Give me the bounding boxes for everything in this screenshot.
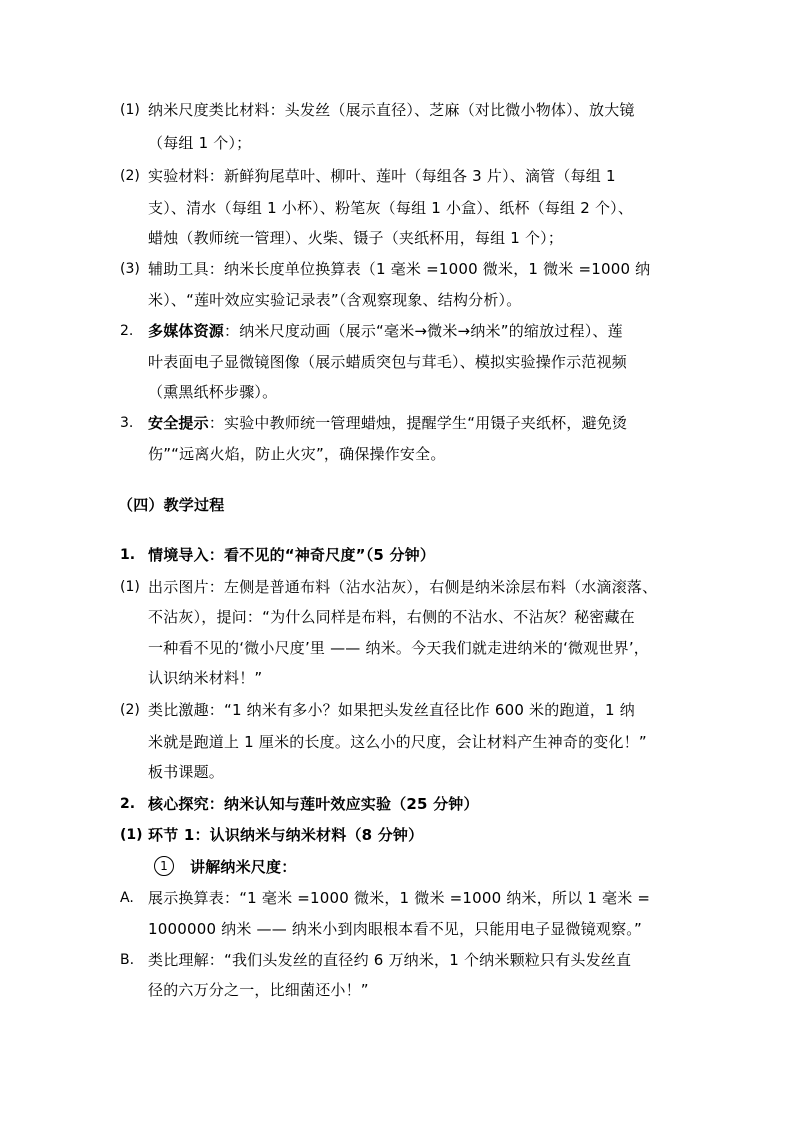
text-line: 不沾灰），提问：“为什么同样是布料，右侧的不沾水、不沾灰？秘密藏在 — [148, 608, 635, 626]
text-line: 展示换算表：“1 毫米 =1000 微米，1 微米 =1000 纳米，所以 1 毫米 = — [148, 889, 651, 907]
text-line: 类比理解：“我们头发丝的直径约 6 万纳米，1 个纳米颗粒只有头发丝直 — [148, 951, 632, 969]
text-line: 辅助工具：纳米长度单位换算表（1 毫米 =1000 微米，1 微米 =1000 纳 — [148, 260, 651, 278]
list-number: (1) — [120, 102, 140, 118]
bold-lead: 多媒体资源 — [148, 322, 225, 340]
circled-number-icon: 1 — [154, 856, 174, 876]
text-line: 类比激趣：“1 纳米有多小？如果把头发丝直径比作 600 米的跑道，1 纳 — [148, 701, 635, 719]
text-line: 板书课题。 — [148, 763, 225, 781]
text-run: ：实验中教师统一管理蜡烛，提醒学生“用镊子夹纸杯，避免烫 — [208, 414, 628, 432]
section-heading: （四）教学过程 — [118, 496, 225, 514]
bold-lead: 安全提示 — [148, 414, 209, 432]
text-line: 实验材料：新鲜狗尾草叶、柳叶、莲叶（每组各 3 片）、滴管（每组 1 — [148, 167, 616, 185]
text-line: 纳米尺度类比材料：头发丝（展示直径）、芝麻（对比微小物体）、放大镜 — [148, 101, 635, 119]
list-letter: A. — [120, 890, 134, 906]
list-number: (3) — [120, 261, 140, 277]
text-line: 叶表面电子显微镜图像（展示蜡质突包与茸毛）、模拟实验操作示范视频 — [148, 353, 627, 371]
list-letter: B. — [120, 952, 135, 968]
text-line: 支）、清水（每组 1 小杯）、粉笔灰（每组 1 小盒）、纸杯（每组 2 个）、 — [148, 199, 634, 217]
list-number: (2) — [120, 702, 140, 718]
text-line: 蜡烛（教师统一管理）、火柴、镊子（夹纸杯用，每组 1 个）； — [148, 229, 564, 247]
text-line: 径的六万分之一，比细菌还小！” — [148, 981, 369, 999]
text-line: 出示图片：左侧是普通布料（沾水沾灰），右侧是纳米涂层布料（水滴滚落、 — [148, 578, 658, 596]
list-number: 2. — [120, 323, 134, 339]
text-line: 1000000 纳米 —— 纳米小到肉眼根本看不见，只能用电子显微镜观察。” — [148, 920, 642, 938]
text-line — [148, 413, 627, 433]
text-run: ：纳米尺度动画（展示“毫米→微米→纳米”的缩放过程）、莲 — [224, 322, 623, 340]
text-line: 米）、“莲叶效应实验记录表”（含观察现象、结构分析）。 — [148, 291, 522, 309]
step-title: 核心探究：纳米认知与莲叶效应实验（25 分钟） — [148, 795, 479, 813]
text-line: 一种看不见的‘微小尺度’里 —— 纳米。今天我们就走进纳米的‘微观世界’， — [148, 639, 650, 657]
list-number: 3. — [120, 415, 134, 431]
text-line: （每组 1 个）； — [148, 134, 252, 152]
sub-heading: 讲解纳米尺度： — [190, 858, 297, 876]
list-number: (1) — [120, 579, 140, 595]
text-line: 米就是跑道上 1 厘米的长度。这么小的尺度，会让材料产生神奇的变化！” — [148, 733, 647, 751]
text-line: 认识纳米材料！” — [148, 669, 263, 687]
step-number: 2. — [120, 796, 136, 812]
text-line: （熏黑纸杯步骤）。 — [148, 383, 278, 401]
list-number: (2) — [120, 168, 140, 184]
text-line: 伤”“远离火焰，防止火灾”，确保操作安全。 — [148, 445, 446, 463]
step-number: 1. — [120, 547, 136, 563]
list-number: (1) — [120, 827, 143, 843]
text-line — [148, 321, 623, 341]
step-title: 情境导入：看不见的“神奇尺度”（5 分钟） — [148, 546, 436, 564]
sub-heading: 环节 1：认识纳米与纳米材料（8 分钟） — [148, 826, 424, 844]
